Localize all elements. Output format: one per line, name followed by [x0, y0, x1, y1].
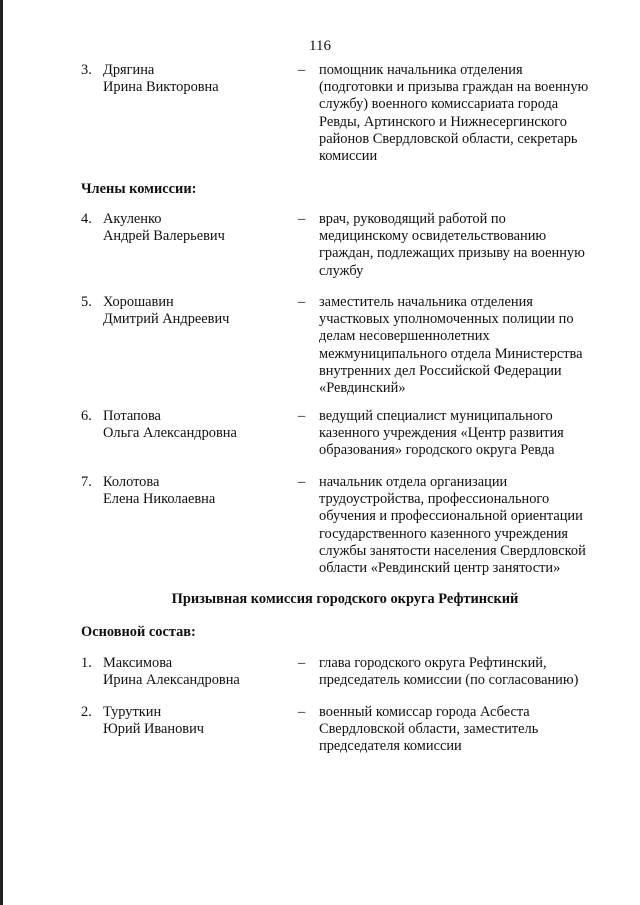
entry-number: 2. [81, 704, 92, 720]
position-line: ведущий специалист муниципального [319, 408, 553, 424]
position-line: глава городского округа Рефтинский, [319, 655, 547, 671]
position-line: участковых уполномоченных полиции по [319, 311, 574, 328]
commission-title: Призывная комиссия городского округа Рефтинский [171, 591, 519, 607]
member-position [319, 408, 609, 460]
member-surname: Туруткин [103, 704, 162, 720]
entry-dash: – [298, 704, 306, 720]
position-line: «Ревдинский» [319, 380, 406, 397]
member-name [103, 704, 283, 738]
member-name [103, 211, 283, 245]
member-surname: Акуленко [103, 211, 162, 227]
position-line: службу) военного комиссариата города [319, 96, 559, 113]
position-line: государственного казенного учреждения [319, 525, 569, 542]
member-given-names: Ольга Александровна [103, 425, 237, 442]
entry-number: 5. [81, 294, 92, 310]
member-surname: Потапова [103, 408, 161, 424]
entry-dash: – [298, 474, 306, 490]
member-position [319, 474, 609, 577]
position-line: помощник начальника отделения [319, 62, 523, 78]
main-composition-heading: Основной состав: [81, 624, 196, 640]
member-surname: Колотова [103, 474, 160, 490]
entry-number: 4. [81, 211, 92, 227]
member-given-names: Юрий Иванович [103, 721, 205, 738]
position-line: Ревды, Артинского и Нижнесергинского [319, 113, 567, 130]
member-name [103, 655, 283, 689]
position-line: делам несовершеннолетних [319, 328, 490, 345]
position-line: образования» городского округа Ревда [319, 442, 555, 459]
entry-number: 7. [81, 474, 92, 490]
entry-dash: – [298, 211, 306, 227]
position-line: комиссии [319, 148, 378, 165]
position-line: казенного учреждения «Центр развития [319, 425, 564, 442]
position-line: (подготовки и призыва граждан на военную [319, 79, 589, 96]
entry-dash: – [298, 408, 306, 424]
entry-dash: – [298, 62, 306, 78]
position-line: медицинскому освидетельствованию [319, 228, 547, 245]
position-line: службы занятости населения Свердловской [319, 542, 586, 559]
member-position [319, 655, 609, 689]
position-line: районов Свердловской области, секретарь [319, 130, 578, 147]
member-surname: Максимова [103, 655, 173, 671]
position-line: граждан, подлежащих призыву на военную [319, 245, 585, 262]
member-given-names: Ирина Александровна [103, 672, 240, 689]
entry-number: 6. [81, 408, 92, 424]
position-line: внутренних дел Российской Федерации [319, 362, 562, 379]
member-position [319, 62, 609, 165]
member-position [319, 704, 609, 756]
member-name [103, 474, 283, 508]
position-line: начальник отдела организации [319, 474, 508, 490]
member-given-names: Ирина Викторовна [103, 79, 219, 96]
members-heading: Члены комиссии: [81, 181, 197, 197]
position-line: военный комиссар города Асбеста [319, 704, 530, 720]
entry-dash: – [298, 294, 306, 310]
position-line: врач, руководящий работой по [319, 211, 506, 227]
position-line: председателя комиссии [319, 738, 462, 755]
position-line: межмуниципального отдела Министерства [319, 345, 583, 362]
entry-dash: – [298, 655, 306, 671]
member-position [319, 211, 609, 280]
member-name [103, 62, 283, 96]
position-line: Свердловской области, заместитель [319, 721, 539, 738]
member-given-names: Дмитрий Андреевич [103, 311, 230, 328]
position-line: обучения и профессиональной ориентации [319, 508, 583, 525]
entry-number: 3. [81, 62, 92, 78]
entry-number: 1. [81, 655, 92, 671]
position-line: трудоустройства, профессионального [319, 491, 550, 508]
member-position [319, 294, 609, 397]
member-given-names: Андрей Валерьевич [103, 228, 225, 245]
position-line: службу [319, 262, 364, 279]
position-line: области «Ревдинский центр занятости» [319, 560, 561, 577]
member-given-names: Елена Николаевна [103, 491, 216, 508]
position-line: председатель комиссии (по согласованию) [319, 672, 579, 689]
member-surname: Хорошавин [103, 294, 174, 310]
position-line: заместитель начальника отделения [319, 294, 533, 310]
member-name [103, 408, 283, 442]
page-number: 116 [309, 38, 331, 54]
member-surname: Дрягина [103, 62, 155, 78]
member-name [103, 294, 283, 328]
